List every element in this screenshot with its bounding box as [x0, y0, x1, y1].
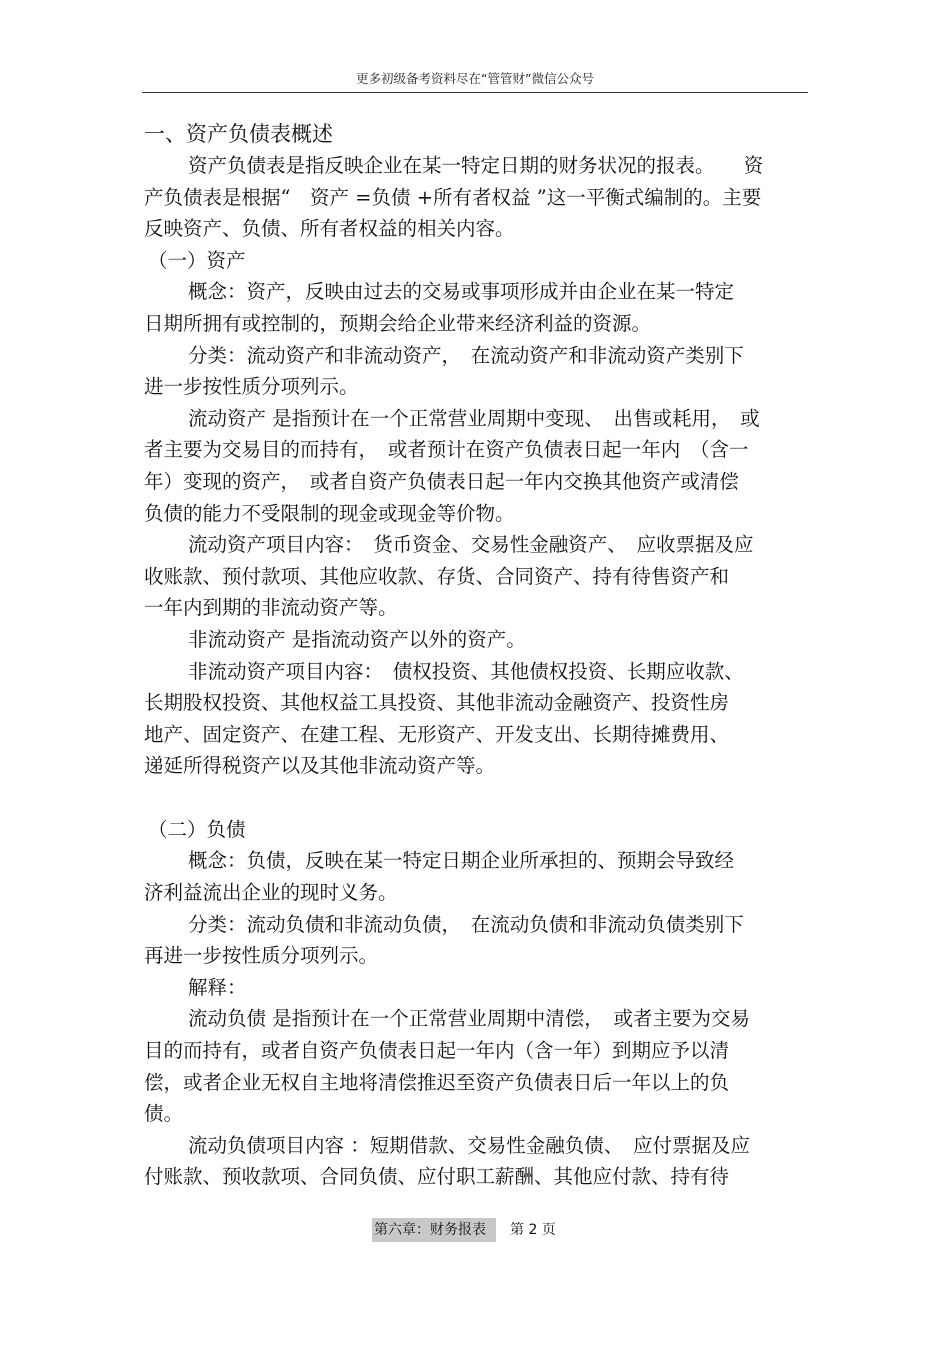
text-line: 负债的能力不受限制的现金或现金等价物。: [144, 501, 515, 525]
document-body: [144, 118, 808, 1193]
header-rule: [142, 92, 808, 93]
text-line: 进一步按性质分项列示。: [144, 375, 359, 399]
text-line: 解释：: [188, 975, 247, 999]
text-line: 流动资产项目内容： 货币资金、交易性金融资产、 应收票据及应: [188, 533, 754, 557]
text-line: 济利益流出企业的现时义务。: [144, 881, 398, 905]
text-line: 概念：资产，反映由过去的交易或事项形成并由企业在某一特定: [188, 280, 735, 304]
text-line: 一年内到期的非流动资产等。: [144, 596, 398, 620]
text-line: （二）负债: [148, 817, 246, 841]
paragraph-lines: [144, 150, 808, 1193]
text-line: 地产、固定资产、在建工程、无形资产、开发支出、长期待摊费用、: [144, 722, 730, 746]
page-header: 更多初级备考资料尽在“管管财”微信公众号: [356, 71, 594, 86]
section-title: 一、资产负债表概述: [144, 122, 333, 146]
text-line: 递延所得税资产以及其他非流动资产等。: [144, 754, 496, 778]
chapter-label: 第六章：财务报表: [372, 1218, 496, 1242]
page-footer: [372, 1218, 556, 1242]
text-line: 分类：流动负债和非流动负债， 在流动负债和非流动负债类别下: [188, 912, 744, 936]
page-number: 第 2 页: [510, 1222, 556, 1238]
text-line: 年）变现的资产， 或者自资产负债表日起一年内交换其他资产或清偿: [144, 469, 739, 493]
text-line: 产负债表是根据“ 资产 =负债 +所有者权益 ”这一平衡式编制的。主要: [144, 185, 762, 209]
text-line: 日期所拥有或控制的，预期会给企业带来经济利益的资源。: [144, 311, 652, 335]
text-line: 债。: [144, 1102, 184, 1126]
text-line: 收账款、预付款项、其他应收款、存货、合同资产、持有待售资产和: [144, 564, 730, 588]
text-line: 概念：负债，反映在某一特定日期企业所承担的、预期会导致经: [188, 849, 735, 873]
text-line: 长期股权投资、其他权益工具投资、其他非流动金融资产、投资性房: [144, 691, 730, 715]
text-line: 流动负债 是指预计在一个正常营业周期中清偿， 或者主要为交易: [188, 1007, 750, 1031]
text-line: 再进一步按性质分项列示。: [144, 944, 379, 968]
text-line: 偿，或者企业无权自主地将清偿推迟至资产负债表日后一年以上的负: [144, 1070, 730, 1094]
blank-line: [144, 782, 808, 814]
text-line: 资产负债表是指反映企业在某一特定日期的财务状况的报表。 资: [188, 154, 764, 177]
text-line: 反映资产、负债、所有者权益的相关内容。: [144, 217, 515, 241]
text-line: 流动资产 是指预计在一个正常营业周期中变现、 出售或耗用， 或: [188, 406, 760, 430]
text-line: 付账款、预收款项、合同负债、应付职工薪酬、其他应付款、持有待: [144, 1165, 730, 1189]
text-line: （一）资产: [148, 248, 246, 272]
text-line: 流动负债项目内容 ：短期借款、交易性金融负债、 应付票据及应: [188, 1133, 750, 1157]
text-line: 目的而持有，或者自资产负债表日起一年内（含一年）到期应予以清: [144, 1039, 730, 1063]
text-line: 非流动资产项目内容： 债权投资、其他债权投资、长期应收款、: [188, 659, 744, 683]
text-line: 分类：流动资产和非流动资产， 在流动资产和非流动资产类别下: [188, 343, 744, 367]
text-line: 非流动资产 是指流动资产以外的资产。: [188, 627, 526, 651]
text-line: 者主要为交易目的而持有， 或者预计在资产负债表日起一年内 （含一: [144, 438, 749, 462]
